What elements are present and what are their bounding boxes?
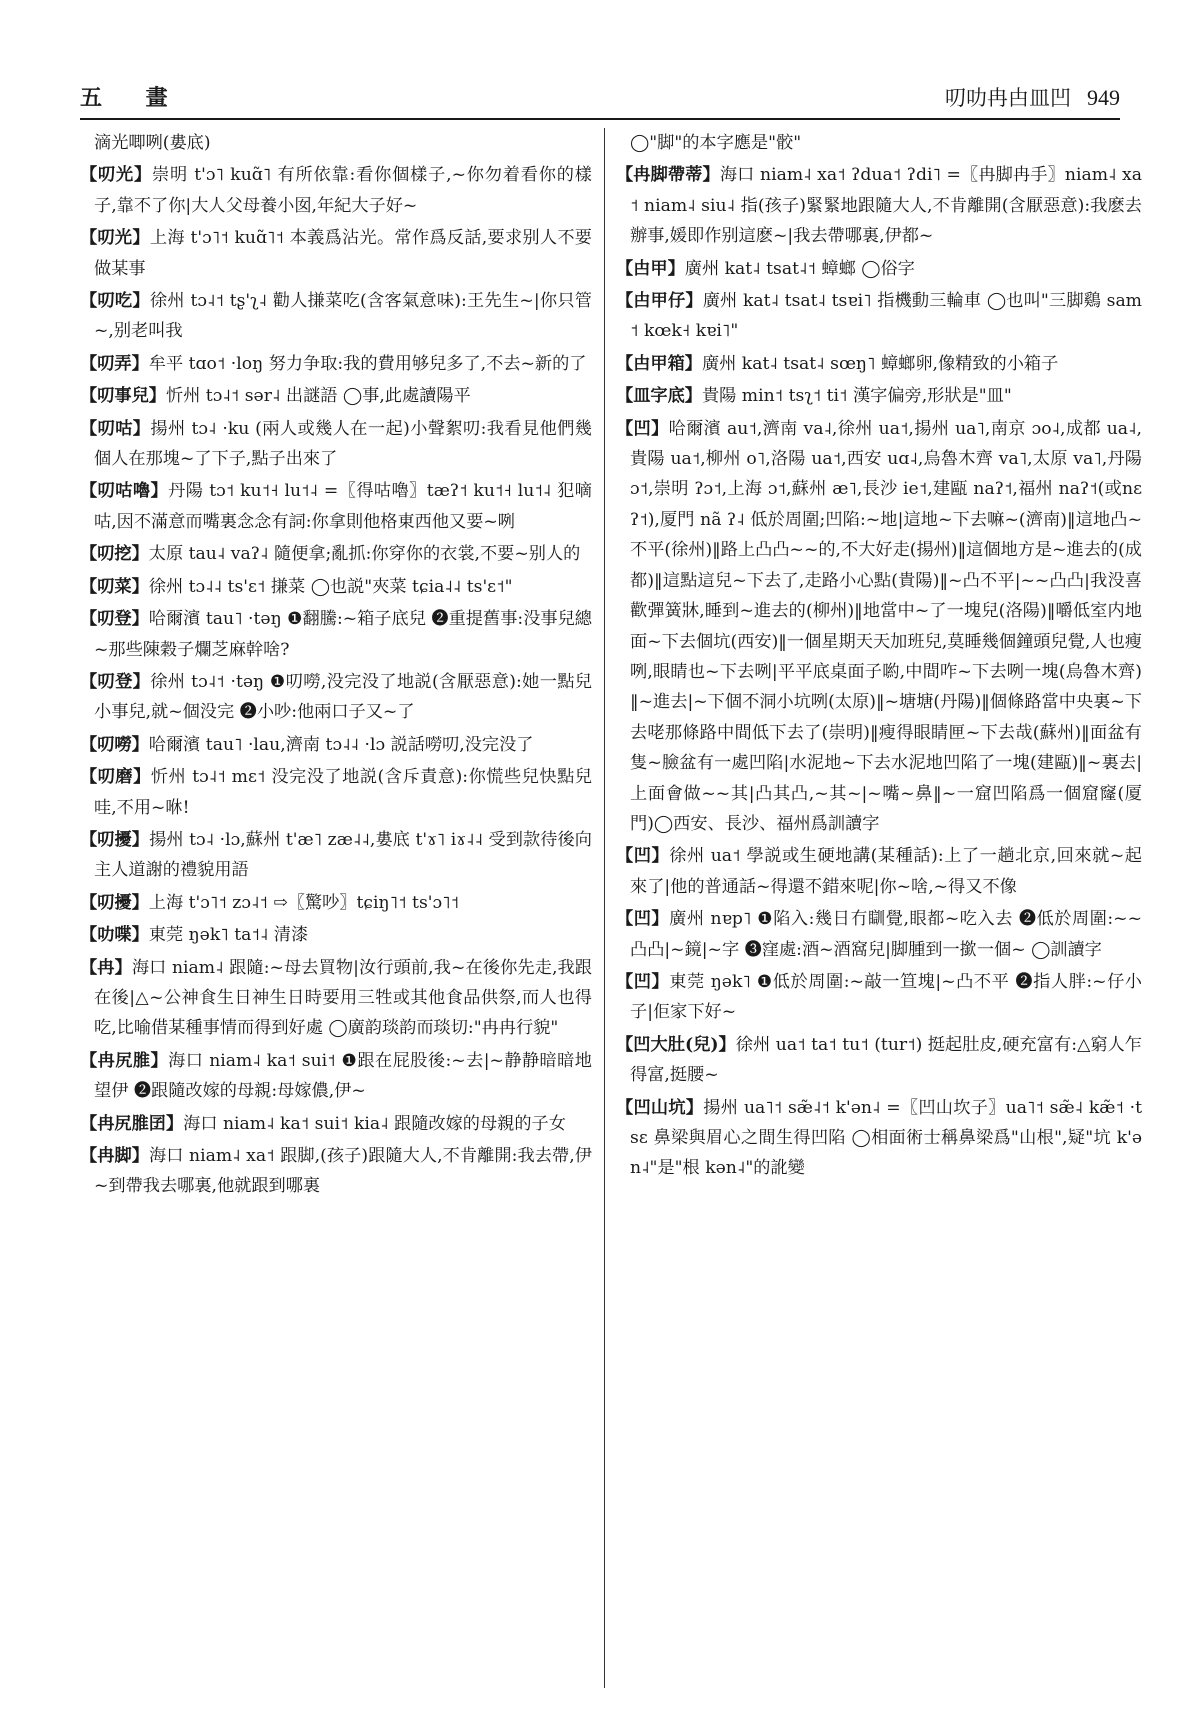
entry-headword: 【叨擾】 bbox=[80, 892, 149, 913]
entry-body: 海口 niam˨ 跟隨:~母去買物|汝行頭前,我~在後你先走,我跟在後|△~公神食生日神生日時要用三牲或其他食品供祭,而人也得吃,比喻借某種事情而得到好處 ◯廣韵琰韵而琰切:"冉冉行貌" bbox=[94, 957, 592, 1039]
entry-body: 太原 tau˨ vaʔ˨ 隨便拿;亂抓:你穿你的衣裳,不要~别人的 bbox=[148, 544, 581, 565]
entry-body: 牟平 tɑo˦ ·loŋ 努力争取:我的費用够兒多了,不去~新的了 bbox=[148, 353, 587, 374]
entry-body: 哈爾濱 tau˥ ·lau,濟南 tɔ˨˨ ·lɔ 説話嘮叨,没完没了 bbox=[148, 734, 534, 755]
dictionary-entry bbox=[616, 128, 1142, 158]
entry-headword: 【甴甲】 bbox=[616, 258, 685, 279]
dictionary-entry bbox=[616, 414, 1142, 840]
dictionary-entry bbox=[80, 349, 592, 379]
dictionary-entry bbox=[80, 381, 592, 411]
entry-body: 海口 niam˨ xa˦ ʔdua˦ ʔdi˥ =〖冉脚冉手〗niam˨ xa˦ niam˨ siu˨ 指(孩子)緊緊地跟隨大人,不肯離開(含厭惡意):我麽去辦事,媛即作别這麽~|我去帶哪裏,伊都~ bbox=[630, 165, 1142, 247]
dictionary-entry bbox=[80, 160, 592, 221]
dictionary-entry bbox=[80, 414, 592, 475]
dictionary-entry bbox=[616, 381, 1142, 411]
entry-headword: 【凹】 bbox=[616, 418, 669, 439]
dictionary-entry bbox=[616, 967, 1142, 1028]
entry-body: 徐州 ua˦ ta˦ tu˦ (tur˦) 挺起肚皮,硬充富有:△窮人乍得富,挺腰~ bbox=[630, 1034, 1142, 1086]
entry-headword: 【叨光】 bbox=[80, 165, 152, 186]
dictionary-entry bbox=[80, 539, 592, 569]
entry-body: 貴陽 min˦ tsʅ˦ ti˦ 漢字偏旁,形狀是"皿" bbox=[701, 386, 1012, 407]
entry-headword: 【甴甲箱】 bbox=[616, 353, 702, 374]
dictionary-entry bbox=[616, 286, 1142, 347]
dictionary-entry bbox=[616, 254, 1142, 284]
entry-columns bbox=[80, 128, 1142, 1688]
dictionary-entry bbox=[80, 920, 592, 950]
entry-headword: 【冉尻脽】 bbox=[80, 1050, 169, 1071]
left-column bbox=[80, 128, 592, 1688]
entry-body: 海口 niam˨ ka˦ sui˦ ❶跟在屁股後:~去|~静静暗暗地望伊 ❷跟隨改嫁的母親:母嫁儂,伊~ bbox=[94, 1050, 592, 1102]
right-column bbox=[616, 128, 1142, 1688]
entry-body: 哈爾濱 au˦,濟南 va˨,徐州 ua˦,揚州 ua˥,南京 ɔo˨,成都 ua˨,貴陽 ua˦,柳州 o˥,洛陽 ua˦,西安 uɑ˨,烏魯木齊 va˥,太原 va˥,丹陽 ɔ˦,崇明 ʔɔ˦,上海 ɔ˦,蘇州 æ˥,長沙 ie˦,建甌 naʔ˦,福州 naʔ˦(或nɛʔ˦),厦門 nã ʔ˨ 低於周圍;凹陷:~地|這地~下去嘛~(濟南)‖這地凸~不平(徐州)‖路上凸凸~~的,不大好走(揚州)‖這個地方是~進去的(成都)‖這點這兒~下去了,走路小心點(貴陽)‖~凸不平|~~凸凸|我没喜歡彈簧牀,睡到~進去的(柳州)‖地當中~了一塊兒(洛陽)‖嚼低室内地面~下去個坑(西安)‖一個星期天天加班兒,莫睡幾個鐘頭兒覺,人也瘦咧,眼睛也~下去咧|平平底桌面子喲,中間咋~下去咧一塊(烏魯木齊)‖~進去|~下個不洞小坑咧(太原)‖~塘塘(丹陽)‖個條路當中央裏~下去咾那條路中間低下去了(崇明)‖瘦得眼睛匣~下去哉(蘇州)‖面盆有隻~臉盆有一處凹陷|水泥地~下去水泥地凹陷了一塊(建甌)‖~裏去|上面會做~~其|凸其凸,~其~|~嘴~鼻‖~一窟凹陷爲一個窟窿(厦門)◯西安、長沙、福州爲訓讀字 bbox=[630, 418, 1142, 834]
page-number: 949 bbox=[1087, 85, 1120, 110]
entry-headword: 【叨登】 bbox=[80, 671, 151, 692]
entry-headword: 【叨咕嚕】 bbox=[80, 481, 169, 502]
entry-headword: 【冉脚】 bbox=[80, 1146, 150, 1166]
entry-body: 海口 niam˨ ka˦ sui˦ kia˨ 跟隨改嫁的母親的子女 bbox=[183, 1113, 566, 1134]
running-head-right bbox=[945, 82, 1120, 112]
dictionary-entry bbox=[80, 762, 592, 823]
column-divider bbox=[604, 128, 605, 1688]
entry-body: 徐州 tɔ˨˨ ts'ɛ˦ 搛菜 ◯也説"夾菜 tɕia˨˨ ts'ɛ˦" bbox=[148, 576, 513, 597]
dictionary-entry bbox=[80, 572, 592, 602]
entry-body: 廣州 kat˨ tsat˨˦ 蟑螂 ◯俗字 bbox=[684, 258, 915, 279]
entry-headword: 【叨咕】 bbox=[80, 418, 151, 439]
dictionary-entry bbox=[80, 1141, 592, 1202]
entry-headword: 【凹】 bbox=[616, 971, 670, 992]
entry-headword: 【凹大肚(兒)】 bbox=[616, 1034, 736, 1055]
entry-body: 東莞 ŋək˥ ta˦˨ 清漆 bbox=[148, 925, 309, 946]
dictionary-entry bbox=[80, 730, 592, 760]
dictionary-entry bbox=[80, 825, 592, 886]
dictionary-entry bbox=[80, 286, 592, 347]
entry-headword: 【叨吃】 bbox=[80, 291, 150, 312]
entry-body: 廣州 kat˨ tsat˨ sœŋ˥ 蟑螂卵,像精致的小箱子 bbox=[701, 353, 1059, 374]
entry-headword: 【叨磨】 bbox=[80, 767, 151, 788]
entry-body: 哈爾濱 tau˥ ·təŋ ❶翻騰:~箱子底兒 ❷重提舊事:没事兒總~那些陳穀子爛芝麻幹啥? bbox=[94, 609, 592, 660]
dictionary-entry bbox=[616, 349, 1142, 379]
entry-body: 忻州 tɔ˨˦ mɛ˦ 没完没了地説(含斥責意):你慌些兒快點兒哇,不用~咻! bbox=[94, 767, 592, 818]
dictionary-entry bbox=[80, 953, 592, 1044]
entry-headword: 【叨弄】 bbox=[80, 353, 149, 374]
dictionary-entry bbox=[616, 904, 1142, 965]
dictionary-entry bbox=[80, 223, 592, 284]
entry-body: 崇明 t'ɔ˥ kuɑ̃˥ 有所依靠:看你個樣子,~你勿着看你的樣子,靠不了你|大人父母養小囡,年紀大子好~ bbox=[94, 165, 592, 216]
dictionary-entry bbox=[616, 160, 1142, 251]
entry-headword: 【冉尻脽囝】 bbox=[80, 1113, 184, 1134]
dictionary-entry bbox=[80, 1046, 592, 1107]
entry-headword: 【皿字底】 bbox=[616, 386, 702, 407]
entry-body: 上海 t'ɔ˥˦ zɔ˨˦ ⇨〖驚吵〗tɕiŋ˥˦ ts'ɔ˥˦ bbox=[148, 892, 460, 913]
dictionary-entry bbox=[616, 1093, 1142, 1184]
entry-body: 丹陽 tɔ˦ ku˦˧ lu˦˨ =〖得咕嚕〗tæʔ˦ ku˦˧ lu˦˨ 犯嘀咕,因不滿意而嘴裏念念有詞:你拿則他格東西他又要~咧 bbox=[94, 481, 592, 532]
entry-headword: 【叨光】 bbox=[80, 228, 150, 249]
entry-headword: 【冉】 bbox=[80, 957, 132, 978]
entry-body: 徐州 ua˦ 學説或生硬地講(某種話):上了一趟北京,回來就~起來了|他的普通話~得還不錯來呢|你~啥,~得又不像 bbox=[630, 846, 1142, 897]
entry-headword: 【叨擾】 bbox=[80, 829, 150, 850]
dictionary-entry bbox=[616, 1030, 1142, 1091]
entry-headword: 【叨菜】 bbox=[80, 576, 149, 597]
entry-body: 廣州 nɐp˥ ❶陷入:幾日冇瞓覺,眼都~吃入去 ❷低於周圍:~~凸凸|~鏡|~字 ❸窪處:酒~酒窩兒|脚腫到一撳一個~ ◯訓讀字 bbox=[630, 909, 1142, 960]
entry-headword: 【凹】 bbox=[616, 909, 670, 930]
entry-body: 上海 t'ɔ˥˦ kuɑ̃˥˦ 本義爲沾光。常作爲反話,要求别人不要做某事 bbox=[94, 228, 592, 279]
dictionary-entry bbox=[80, 604, 592, 665]
dictionary-entry bbox=[80, 888, 592, 918]
entry-body: 海口 niam˨ xa˦ 跟脚,(孩子)跟隨大人,不肯離開:我去帶,伊~到帶我去哪裏,他就跟到哪裏 bbox=[94, 1146, 592, 1197]
dictionary-entry bbox=[616, 841, 1142, 902]
entry-body: 滴光唧咧(婁底) bbox=[94, 133, 211, 153]
entry-headword: 【叨登】 bbox=[80, 609, 149, 630]
dictionary-entry bbox=[80, 667, 592, 728]
entry-body: 揚州 tɔ˨ ·lɔ,蘇州 t'æ˥ zæ˨˨,婁底 t'ɤ˥ iɤ˨˨ 受到款待後向主人道謝的禮貌用語 bbox=[94, 829, 592, 881]
running-head bbox=[80, 78, 1120, 120]
section-title: 五 畫 bbox=[80, 85, 186, 111]
entry-headword: 【叨嘮】 bbox=[80, 734, 149, 755]
entry-headword: 【甴甲仔】 bbox=[616, 291, 703, 312]
entry-body: 徐州 tɔ˨˦ ·təŋ ❶叨嘮,没完没了地説(含厭惡意):她一點兒小事兒,就~個没完 ❷小吵:他兩口子又~了 bbox=[94, 671, 592, 723]
entry-body: 揚州 tɔ˨ ·ku (兩人或幾人在一起)小聲絮叨:我看見他們幾個人在那塊~了下子,點子出來了 bbox=[94, 418, 592, 470]
entry-body: 揚州 ua˥˦ sæ̃˨˦ k'ən˨ =〖凹山坎子〗ua˥˦ sæ̃˨ kæ̃˦ ·tsɛ 鼻梁與眉心之間生得凹陷 ◯相面術士稱鼻梁爲"山根",疑"坑 k'ən˨"是"根 kən˨"的訛變 bbox=[630, 1097, 1142, 1179]
entry-body: 東莞 ŋək˥ ❶低於周圍:~敲一笪塊|~凸不平 ❷指人胖:~仔小子|佢家下好~ bbox=[630, 971, 1142, 1023]
entry-headword: 【凹】 bbox=[616, 846, 670, 867]
entry-headword: 【凹山坑】 bbox=[616, 1097, 704, 1118]
header-characters: 叨叻冉甴皿凹 bbox=[945, 86, 1071, 110]
entry-headword: 【叻喋】 bbox=[80, 925, 149, 946]
entry-headword: 【冉脚帶蒂】 bbox=[616, 165, 720, 186]
dictionary-entry bbox=[80, 476, 592, 537]
entry-headword: 【叨事兒】 bbox=[80, 386, 166, 407]
entry-headword: 【叨挖】 bbox=[80, 544, 149, 565]
entry-body: 廣州 kat˨ tsat˨ tsɐi˥ 指機動三輪車 ◯也叫"三脚鷄 sam˦ kœk˧ kɐi˥" bbox=[630, 291, 1142, 342]
entry-body: 徐州 tɔ˨˦ tʂ'ʅ˨ 勸人搛菜吃(含客氣意味):王先生~|你只管~,别老叫我 bbox=[94, 291, 592, 342]
entry-body: ◯"脚"的本字應是"骹" bbox=[630, 133, 802, 153]
dictionary-entry bbox=[80, 1109, 592, 1139]
entry-body: 忻州 tɔ˨˦ sər˨ 出謎語 ◯事,此處讀陽平 bbox=[165, 386, 471, 407]
dictionary-entry bbox=[80, 128, 592, 158]
